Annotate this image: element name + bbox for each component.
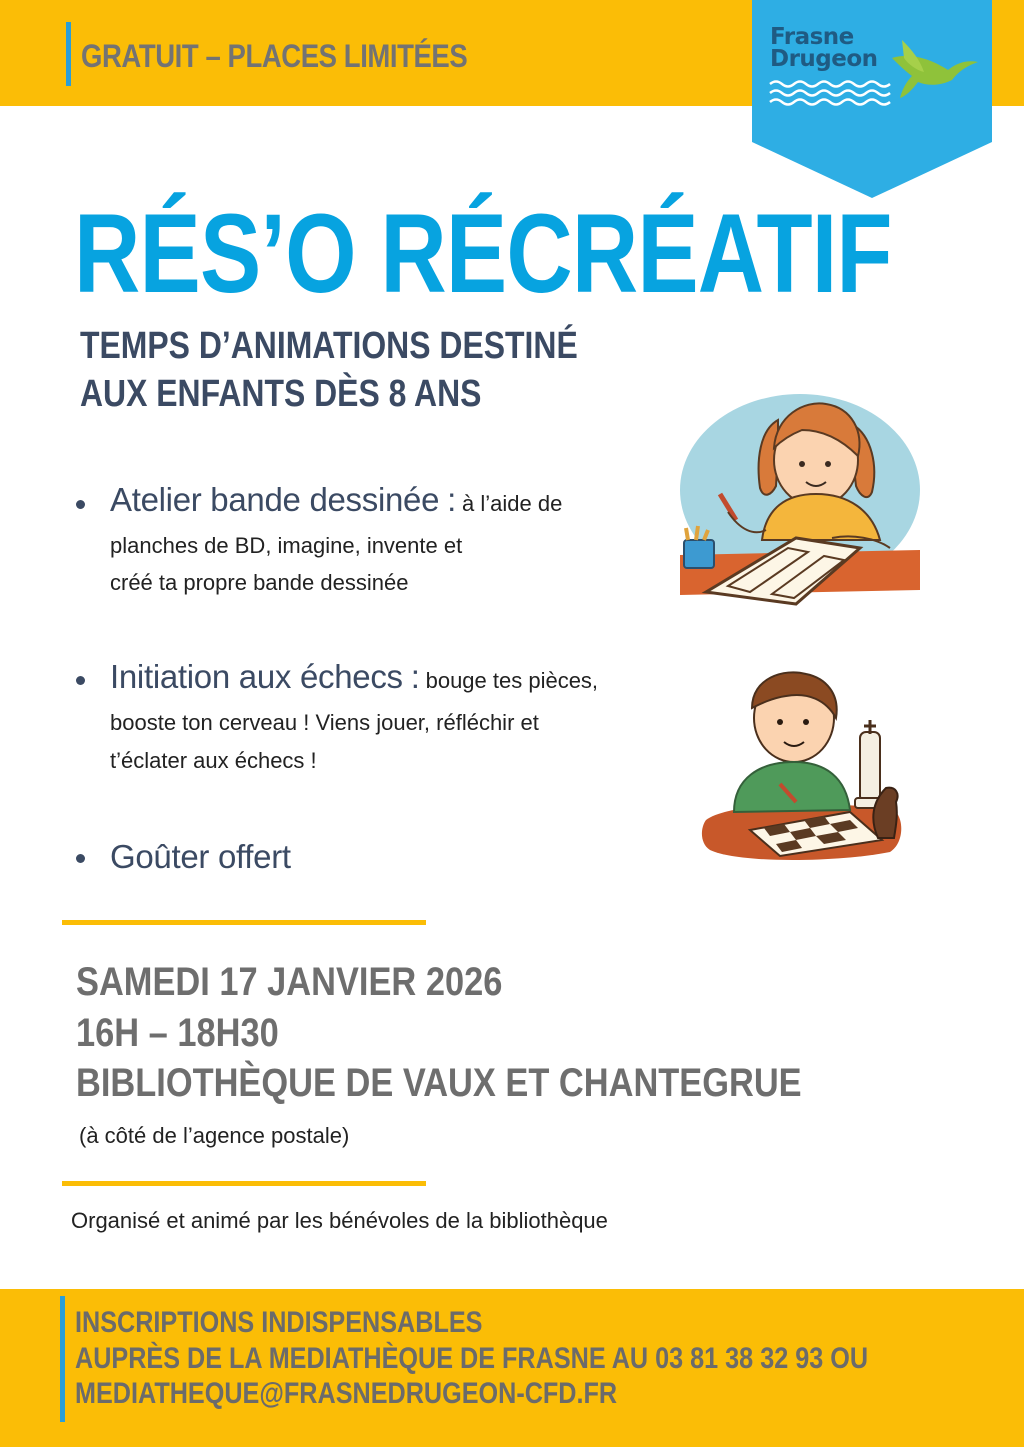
event-place-note: (à côté de l’agence postale)	[79, 1123, 350, 1148]
bullet-marker	[76, 500, 85, 509]
footer-line-2: AUPRÈS DE LA MEDIATHÈQUE DE FRASNE AU 03 81 38 32 93 OU	[75, 1342, 869, 1375]
activity-comics-text-2: planches de BD, imagine, invente et	[110, 533, 463, 558]
event-time: 16H – 18H30	[76, 1011, 279, 1055]
subtitle-line-1: TEMPS D’ANIMATIONS DESTINÉ	[80, 325, 578, 367]
activity-chess-text-3: t’éclater aux échecs !	[110, 748, 317, 773]
girl-drawing-illustration	[676, 390, 924, 608]
top-banner-accent-rule	[66, 22, 71, 86]
logo-line-1: Frasne	[770, 24, 854, 50]
activity-chess-text-2: booste ton cerveau ! Viens jouer, réfléchir et	[110, 710, 539, 735]
activity-comics-text-1: à l’aide de	[462, 491, 563, 516]
activity-comics-text-3: créé ta propre bande dessinée	[110, 570, 409, 595]
logo-wordmark	[770, 26, 878, 70]
boy-chess-illustration	[700, 662, 910, 872]
subtitle	[80, 322, 578, 418]
subtitle-line-2: AUX ENFANTS DÈS 8 ANS	[80, 373, 482, 415]
activity-chess-colon: :	[410, 658, 420, 695]
event-place: BIBLIOTHÈQUE DE VAUX ET CHANTEGRUE	[76, 1061, 802, 1105]
top-banner-text: GRATUIT – PLACES LIMITÉES	[81, 38, 468, 74]
activity-chess-text-1: bouge tes pièces,	[425, 668, 599, 693]
section-divider	[62, 1181, 426, 1186]
page-title: RÉS’O RÉCRÉATIF	[74, 191, 892, 316]
activity-comics-title	[110, 481, 562, 519]
section-divider	[62, 920, 426, 925]
activity-comics-colon: :	[447, 481, 457, 518]
logo-line-2: Drugeon	[770, 46, 878, 72]
footer-accent-rule	[60, 1296, 65, 1422]
activity-chess-title	[110, 658, 598, 696]
bullet-marker	[76, 854, 85, 863]
activity-chess-heading: Initiation aux échecs	[110, 658, 403, 695]
activity-comics-heading: Atelier bande dessinée	[110, 481, 440, 518]
footer-line-1: INSCRIPTIONS INDISPENSABLES	[75, 1306, 483, 1339]
activity-snack-title: Goûter offert	[110, 838, 291, 875]
event-date: SAMEDI 17 JANVIER 2026	[76, 960, 503, 1004]
organiser-text: Organisé et animé par les bénévoles de la bibliothèque	[71, 1208, 608, 1233]
bullet-marker	[76, 676, 85, 685]
footer-email[interactable]: MEDIATHEQUE@FRASNEDRUGEON-CFD.FR	[75, 1377, 618, 1410]
